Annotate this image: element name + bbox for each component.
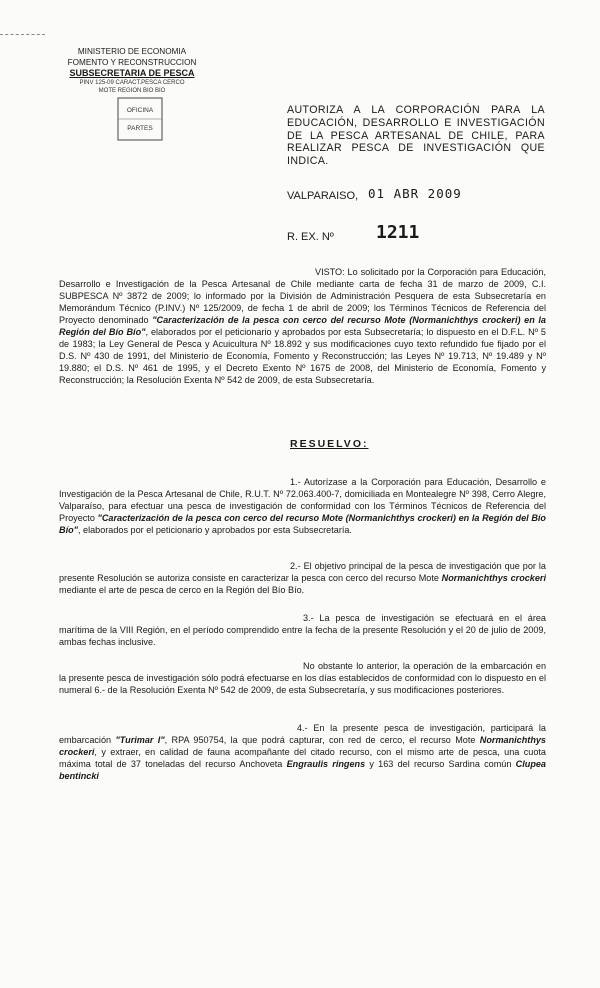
item-2-text: 2.- El objetivo principal de la pesca de investigación que por la presente Resolución se autoriza consiste en caracterizar la pesca con cerco del recurso Mote — [59, 561, 546, 583]
reference-code-2: MOTE REGION BIO BIO — [98, 87, 166, 94]
resolution-number: 1211 — [376, 222, 420, 243]
item-1-text: 1.- Autorízase a la Corporación para Educación, Desarrollo e Investigación de la Pesca Artesanal de Chile, R.U.T. Nº 72.063.400-7, domiciliada en Montealegre Nº 398, Cerro Alegre, Valparaíso, para efectuar una pesca de investigación de conformidad con los Términos Técnicos de Referencia del Proyecto — [59, 477, 546, 523]
item-4-paragraph — [59, 722, 546, 782]
office-seal-stamp — [100, 94, 180, 146]
item-4-text: 4.- En la presente pesca de investigación, participará la embarcación — [59, 723, 546, 745]
visto-project-title: "Caracterización de la pesca con cerco del recurso Mote (Normanichthys crockeri) en la Región del Bío Bío" — [59, 315, 546, 337]
top-dashed-line — [0, 34, 45, 35]
resolution-number-label: R. EX. Nº — [287, 231, 334, 243]
item-4-text-2: , RPA 950754, la que podrá capturar, con red de cerco, el recurso Mote — [164, 735, 480, 745]
item-2-species: Normanichthys crockeri — [441, 573, 546, 583]
item-2-text-end: mediante el arte de pesca de cerco en la Región del Bío Bío. — [59, 585, 305, 595]
resolution-title: AUTORIZA A LA CORPORACIÓN PARA LA EDUCACIÓN, DESARROLLO E INVESTIGACIÓN DE LA PESCA ARTESANAL DE CHILE, PARA REALIZAR PESCA DE INVESTIGACIÓN QUE INDICA. — [287, 104, 545, 168]
letterhead — [52, 47, 212, 95]
subsecretaria-name: SUBSECRETARIA DE PESCA — [69, 68, 195, 78]
seal-line-2: PARTES — [127, 125, 153, 132]
resuelvo-heading: RESUELVO: — [290, 438, 369, 450]
item-4-text-4: y 163 del recurso Sardina común — [365, 759, 516, 769]
item-1-paragraph — [59, 476, 546, 536]
item-4-species-mote: Normanichthys crockeri — [59, 735, 546, 757]
item-4-vessel: "Turimar I" — [115, 735, 165, 745]
visto-paragraph — [59, 266, 546, 386]
item-2-paragraph — [59, 560, 546, 596]
seal-line-1: OFICINA — [126, 107, 154, 114]
item-4-species-sardina: Clupea bentincki — [59, 759, 546, 781]
ministry-name-2: FOMENTO Y RECONSTRUCCION — [67, 57, 197, 67]
item-1-project-title: "Caracterización de la pesca con cerco del recurso Mote (Normanichthys crockeri) en la Región del Bío Bío" — [59, 513, 546, 535]
reference-code: PINV 125-09 CARACT.PESCA CERCO — [79, 79, 185, 86]
ministry-name: MINISTERIO DE ECONOMIA — [77, 47, 187, 56]
item-3b-paragraph: No obstante lo anterior, la operación de la embarcación en la presente pesca de investigación sólo podrá efectuarse en los días establecidos de conformidad con lo dispuesto en el numeral 6.- de la Resolución Exenta Nº 542 de 2009, de esta Subsecretaría, y sus modificaciones posteriores. — [59, 661, 546, 695]
item-4-species-anchoveta: Engraulis ringens — [286, 759, 366, 769]
visto-text-2: , elaborados por el peticionario y aprobados por esta Subsecretaría; lo dispuesto en el D.F.L. Nº 5 de 1983; la Ley General de Pesca y Acuicultura Nº 18.892 y sus modificaciones cuyo texto refundido fue fijado por el D.S. Nº 430 de 1991, del Ministerio de Economía, Fomento y Reconstrucción; las Leyes Nº 19.713, Nº 19.489 y Nº 19.880; el D.S. Nº 461 de 1995, y el Decreto Exento Nº 1675 de 2008, del Ministerio de Economía, Fomento y Reconstrucción; la Resolución Exenta Nº 542 de 2009, de esta Subsecretaría. — [59, 327, 546, 385]
place-label: VALPARAISO, — [287, 190, 359, 202]
item-1-text-end: , elaborados por el peticionario y aprobados por esta Subsecretaría. — [77, 525, 352, 535]
item-4-text-3: , y extraer, en calidad de fauna acompañante del citado recurso, con el mismo arte de pesca, una cuota máxima total de 37 toneladas del recurso Anchoveta — [59, 747, 546, 769]
date-stamp: 01 ABR 2009 — [368, 186, 462, 201]
visto-text-1: VISTO: Lo solicitado por la Corporación para Educación, Desarrollo e Investigación de la Pesca Artesanal de Chile mediante carta de fecha 31 de marzo de 2009, C.I. SUBPESCA Nº 3872 de 2009; lo informado por la División de Administración Pesquera de esta Subsecretaría en Memorándum Técnico (P.INV.) Nº 125/2009, de fecha 1 de abril de 2009; los Términos Técnicos de Referencia del Proyecto denominado — [59, 267, 546, 325]
item-3-paragraph: 3.- La pesca de investigación se efectuará en el área marítima de la VIII Región, en el período comprendido entre la fecha de la presente Resolución y el 20 de julio de 2009, ambas fechas inclusive. — [59, 613, 546, 647]
